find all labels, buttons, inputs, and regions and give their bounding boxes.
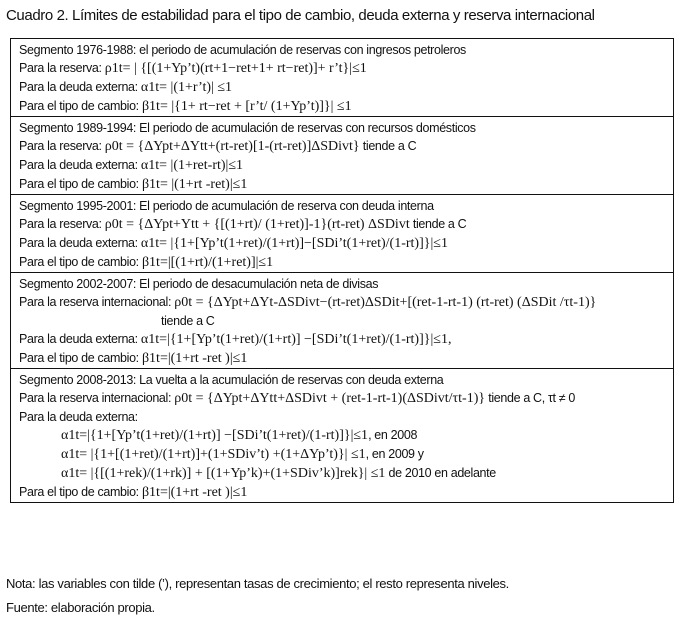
row-label: Para la deuda externa: [19, 80, 141, 94]
row-label: Para la deuda externa: [19, 410, 138, 424]
segment-2008-2013 [11, 368, 673, 502]
formula-row [19, 293, 673, 312]
formula-tail: tiende a C [161, 314, 215, 328]
source-text: Fuente: elaboración propia. [6, 600, 155, 615]
formula-row [19, 137, 673, 156]
formula-reserva: ρ1t= | {[(1+Yp’t)(rt+1−ret+1+ rt−ret)]+ r’t}|≤1 [104, 61, 367, 76]
row-label: Para la deuda externa: [19, 236, 141, 250]
formula-tail: , en 2009 y [365, 447, 424, 461]
formula-tail: tiende a C, τt ≠ 0 [485, 391, 576, 405]
formula-row [19, 97, 673, 116]
row-label: Para el tipo de cambio: [19, 351, 142, 365]
row-label: Para la reserva internacional: [19, 295, 175, 309]
formula-tipo-cambio: β1t=|(1+rt -ret )|≤1 [141, 351, 248, 366]
formula-row [19, 215, 673, 234]
formula-deuda: α1t= |(1+r’t)| ≤1 [140, 80, 233, 95]
formula-tipo-cambio: β1t= |{1+ rt−ret + [r’t/ (1+Yp’t)]}| ≤1 [141, 99, 352, 114]
segment-1976-1988 [11, 39, 673, 116]
row-label: Para la reserva internacional: [19, 391, 175, 405]
formula-row [19, 78, 673, 97]
formula-tail: tiende a C [409, 217, 467, 231]
formula-row [19, 312, 673, 330]
segment-2002-2007 [11, 272, 673, 368]
formula-row [19, 464, 673, 483]
row-label: Para la reserva: [19, 217, 105, 231]
formula-tail: de 2010 en adelante [385, 466, 496, 480]
note-text: Nota: las variables con tilde (’), representan tasas de crecimiento; el resto representa niveles. [6, 576, 509, 591]
segment-title: Segmento 2008-2013: La vuelta a la acumulación de reservas con deuda externa [19, 373, 444, 387]
segment-title: Segmento 2002-2007: El periodo de desacumulación neta de divisas [19, 277, 379, 291]
formula-tipo-cambio: β1t= |(1+rt -ret)|≤1 [141, 177, 248, 192]
table-caption: Cuadro 2. Límites de estabilidad para el tipo de cambio, deuda externa y reserva internacional [6, 7, 595, 24]
formula-deuda: α1t= |(1+ret-rt)|≤1 [140, 158, 244, 173]
segment-title: Segmento 1995-2001: El periodo de acumulación de reserva con deuda interna [19, 199, 434, 213]
row-label: Para la reserva: [19, 61, 105, 75]
formula-tipo-cambio: β1t=|[(1+rt)/(1+ret)]|≤1 [141, 255, 274, 270]
formula-row [19, 408, 673, 426]
segment-title: Segmento 1989-1994: El periodo de acumulación de reservas con recursos domésticos [19, 121, 476, 135]
formula-row [19, 389, 673, 408]
formula-deuda-2008: α1t=|{1+[Yp’t(1+ret)/(1+rt)] −[SDi’t(1+ret)/(1-rt)]}|≤1 [61, 428, 369, 443]
row-label: Para el tipo de cambio: [19, 177, 142, 191]
formula-row [19, 483, 673, 502]
formula-row [19, 175, 673, 194]
formula-row [19, 349, 673, 368]
formula-reserva: ρ0t = {ΔYpt+ΔYtt+ΔSDivt + (ret-1-rt-1)(ΔSDivt/τt-1)} [174, 391, 486, 406]
formula-row [19, 445, 673, 464]
row-label: Para la deuda externa: [19, 332, 141, 346]
formula-row [19, 156, 673, 175]
segment-1989-1994 [11, 116, 673, 194]
formula-row [19, 330, 673, 349]
segment-1995-2001 [11, 194, 673, 272]
formula-row [19, 426, 673, 445]
formula-deuda-2010: α1t= |{[(1+rek)/(1+rk)] + [(1+Yp’k)+(1+SDiv’k)]rek}| ≤1 [61, 466, 386, 481]
formula-tail: tiende a C [359, 139, 417, 153]
formula-tail: , en 2008 [368, 428, 418, 442]
segment-title: Segmento 1976-1988: el periodo de acumulación de reservas con ingresos petroleros [19, 43, 466, 57]
formula-reserva: ρ0t = {ΔYpt+ΔYtt+(rt-ret)[1-(rt-ret)]ΔSDivt} [104, 139, 360, 154]
formula-deuda-2009: α1t= |{1+[(1+ret)/(1+rt)]+(1+SDiv’t) +(1+ΔYp’t)}| ≤1 [61, 447, 366, 462]
row-label: Para el tipo de cambio: [19, 255, 142, 269]
row-label: Para el tipo de cambio: [19, 485, 142, 499]
formula-row [19, 253, 673, 272]
formula-deuda: α1t= |{1+[Yp’t(1+ret)/(1+rt)]−[SDi’t(1+ret)/(1-rt)]}|≤1 [140, 236, 448, 251]
formula-reserva: ρ0t = {ΔYpt+Ytt + {[(1+rt)/ (1+ret)]-1}(rt-ret) ΔSDivt [104, 217, 410, 232]
formula-row [19, 59, 673, 78]
formula-tipo-cambio: β1t=|(1+rt -ret )|≤1 [141, 485, 248, 500]
formula-row [19, 234, 673, 253]
row-label: Para la reserva: [19, 139, 105, 153]
row-label: Para la deuda externa: [19, 158, 141, 172]
row-label: Para el tipo de cambio: [19, 99, 142, 113]
table-notes [6, 572, 509, 620]
formula-deuda: α1t=|{1+[Yp’t(1+ret)/(1+rt)] −[SDi’t(1+ret)/(1-rt)]}|≤1, [140, 332, 452, 347]
stability-limits-table [10, 38, 674, 503]
formula-reserva: ρ0t = {ΔYpt+ΔYt-ΔSDivt−(rt-ret)ΔSDit+[(ret-1-rt-1) (rt-ret) (ΔSDit /τt-1)} [174, 295, 597, 310]
